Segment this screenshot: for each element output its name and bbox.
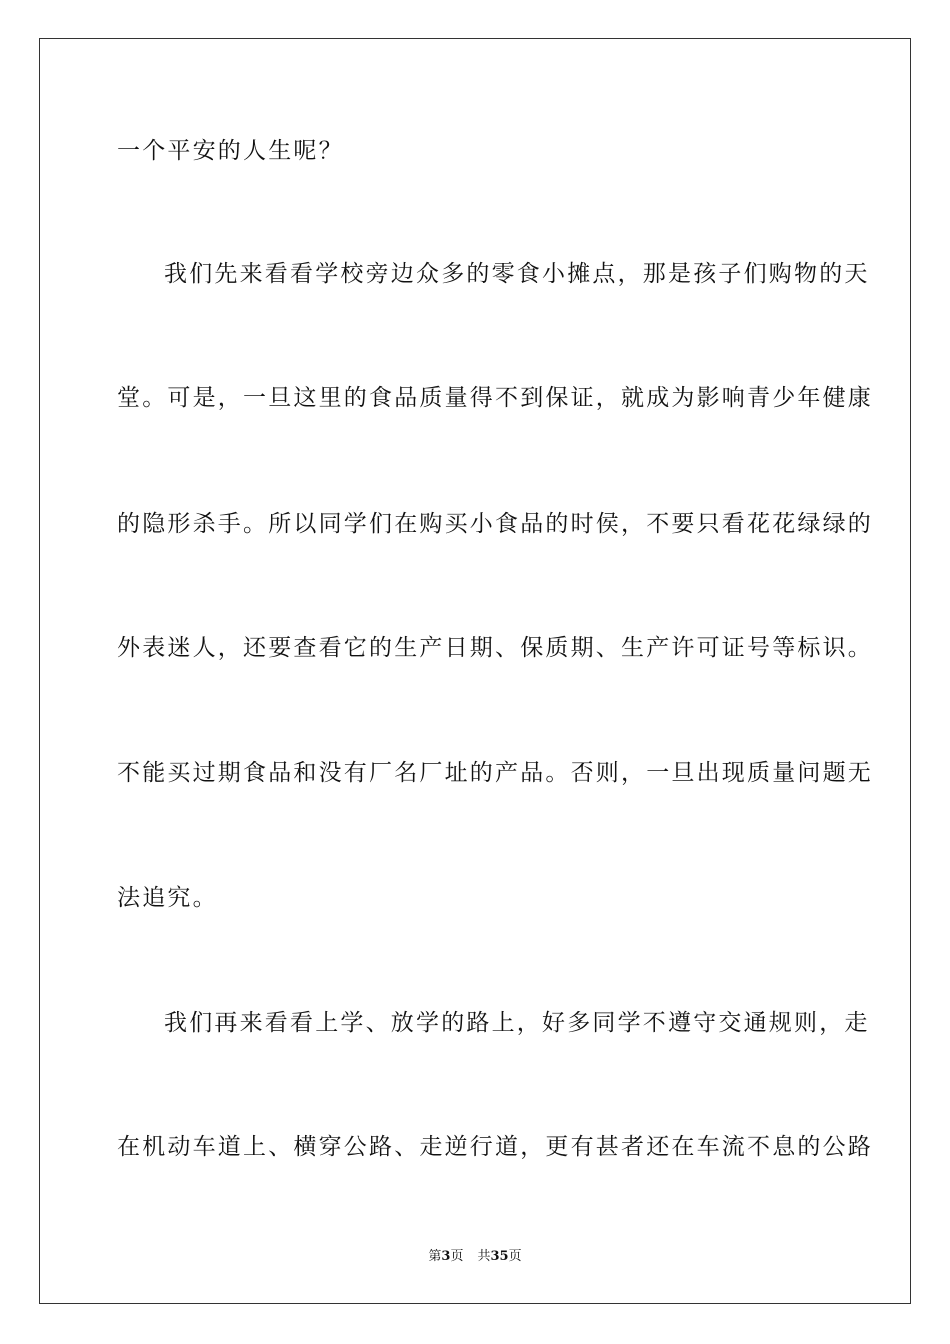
page-prefix: 第	[428, 1249, 442, 1264]
paragraph-1-line-5: 不能买过期食品和没有厂名厂址的产品。否则，一旦出现质量问题无	[117, 760, 873, 786]
paragraph-1-line-6: 法追究。	[117, 885, 218, 911]
paragraph-2-line-1: 我们再来看看上学、放学的路上，好多同学不遵守交通规则，走	[164, 1010, 870, 1036]
page-suffix: 页	[450, 1249, 464, 1264]
page-footer	[0, 1248, 950, 1266]
page-border	[39, 38, 911, 1304]
paragraph-2-line-2: 在机动车道上、横穿公路、走逆行道，更有甚者还在车流不息的公路	[117, 1134, 873, 1160]
paragraph-1-line-3: 的隐形杀手。所以同学们在购买小食品的时侯，不要只看花花绿绿的	[117, 511, 873, 537]
body-line-1: 一个平安的人生呢？	[117, 138, 344, 164]
paragraph-1-line-1: 我们先来看看学校旁边众多的零食小摊点，那是孩子们购物的天	[164, 261, 870, 287]
paragraph-1-line-2: 堂。可是，一旦这里的食品质量得不到保证，就成为影响青少年健康	[117, 385, 873, 411]
paragraph-1-line-4: 外表迷人，还要查看它的生产日期、保质期、生产许可证号等标识。	[117, 635, 873, 661]
page-number: 3	[441, 1249, 451, 1264]
total-pages: 35	[490, 1249, 509, 1264]
total-prefix: 共	[477, 1249, 491, 1264]
total-suffix: 页	[508, 1249, 522, 1264]
